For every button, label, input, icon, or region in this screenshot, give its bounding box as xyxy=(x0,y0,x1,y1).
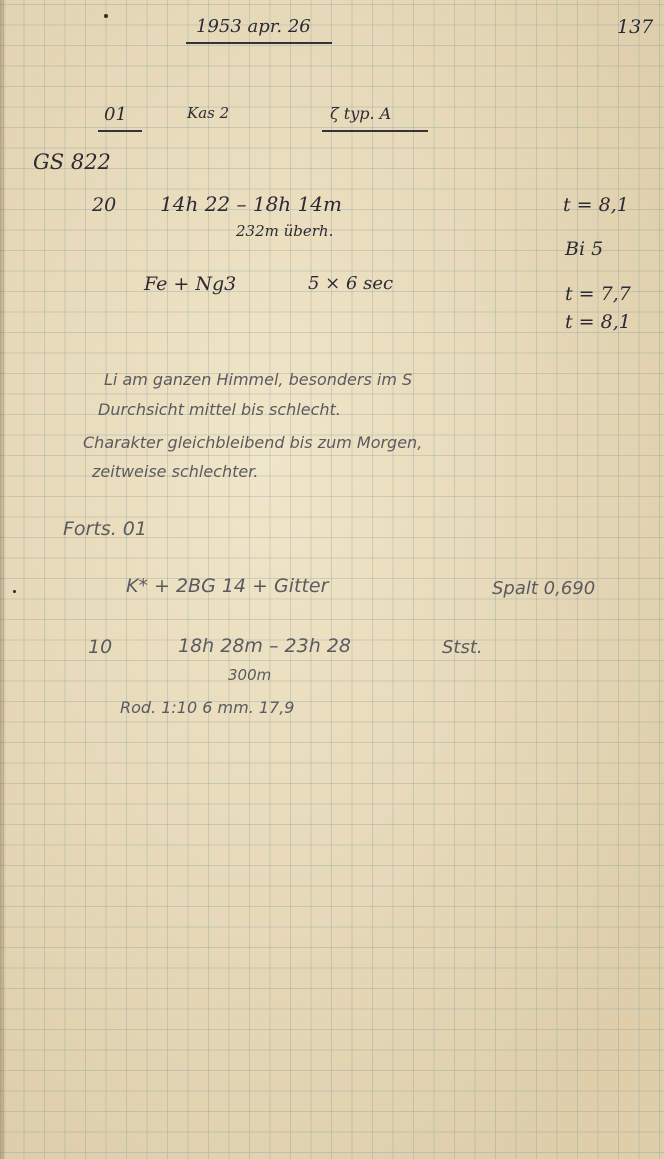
continuation-heading: Forts. 01 xyxy=(63,518,147,540)
page-date: 1953 apr. 26 xyxy=(196,16,311,37)
date-underline xyxy=(186,42,332,44)
ink-dot xyxy=(104,14,108,18)
reading-4: t = 8,1 xyxy=(565,311,631,333)
cassette-label: Kas 2 xyxy=(187,104,230,122)
page-edge-shadow xyxy=(0,0,6,1159)
note-line-3: Charakter gleichbleibend bis zum Morgen, xyxy=(83,433,423,452)
note-line-4: zeitweise schlechter. xyxy=(92,462,259,481)
time-range-2: 18h 28m – 23h 28 xyxy=(178,635,351,657)
exposure-count-2: 10 xyxy=(88,636,113,658)
exposure-time: 5 × 6 sec xyxy=(308,273,394,294)
note-line-1: Li am ganzen Himmel, besonders im S xyxy=(104,370,413,389)
plate-underline xyxy=(98,130,142,132)
exposure-count: 20 xyxy=(92,194,117,216)
duration-2: 300m xyxy=(228,666,272,684)
plate-number: 01 xyxy=(104,104,127,125)
slit-width: Spalt 0,690 xyxy=(492,578,596,599)
reading-1: t = 8,1 xyxy=(563,194,629,216)
status-note: Stst. xyxy=(442,637,483,658)
page-number: 137 xyxy=(617,16,654,38)
note-line-2: Durchsicht mittel bis schlecht. xyxy=(98,400,341,419)
type-underline xyxy=(322,130,428,132)
pencil-dot xyxy=(13,590,16,593)
star-designation: GS 822 xyxy=(33,150,111,174)
reduction-details: Rod. 1:10 6 mm. 17,9 xyxy=(120,698,295,717)
optical-setup: K* + 2BG 14 + Gitter xyxy=(126,575,329,597)
time-range: 14h 22 – 18h 14m xyxy=(160,192,342,216)
comparison-source: Fe + Ng3 xyxy=(144,273,237,295)
duration: 232m überh. xyxy=(236,222,334,240)
type-label: ζ typ. A xyxy=(330,104,392,123)
reading-2: Bi 5 xyxy=(565,238,604,260)
reading-3: t = 7,7 xyxy=(565,283,631,305)
